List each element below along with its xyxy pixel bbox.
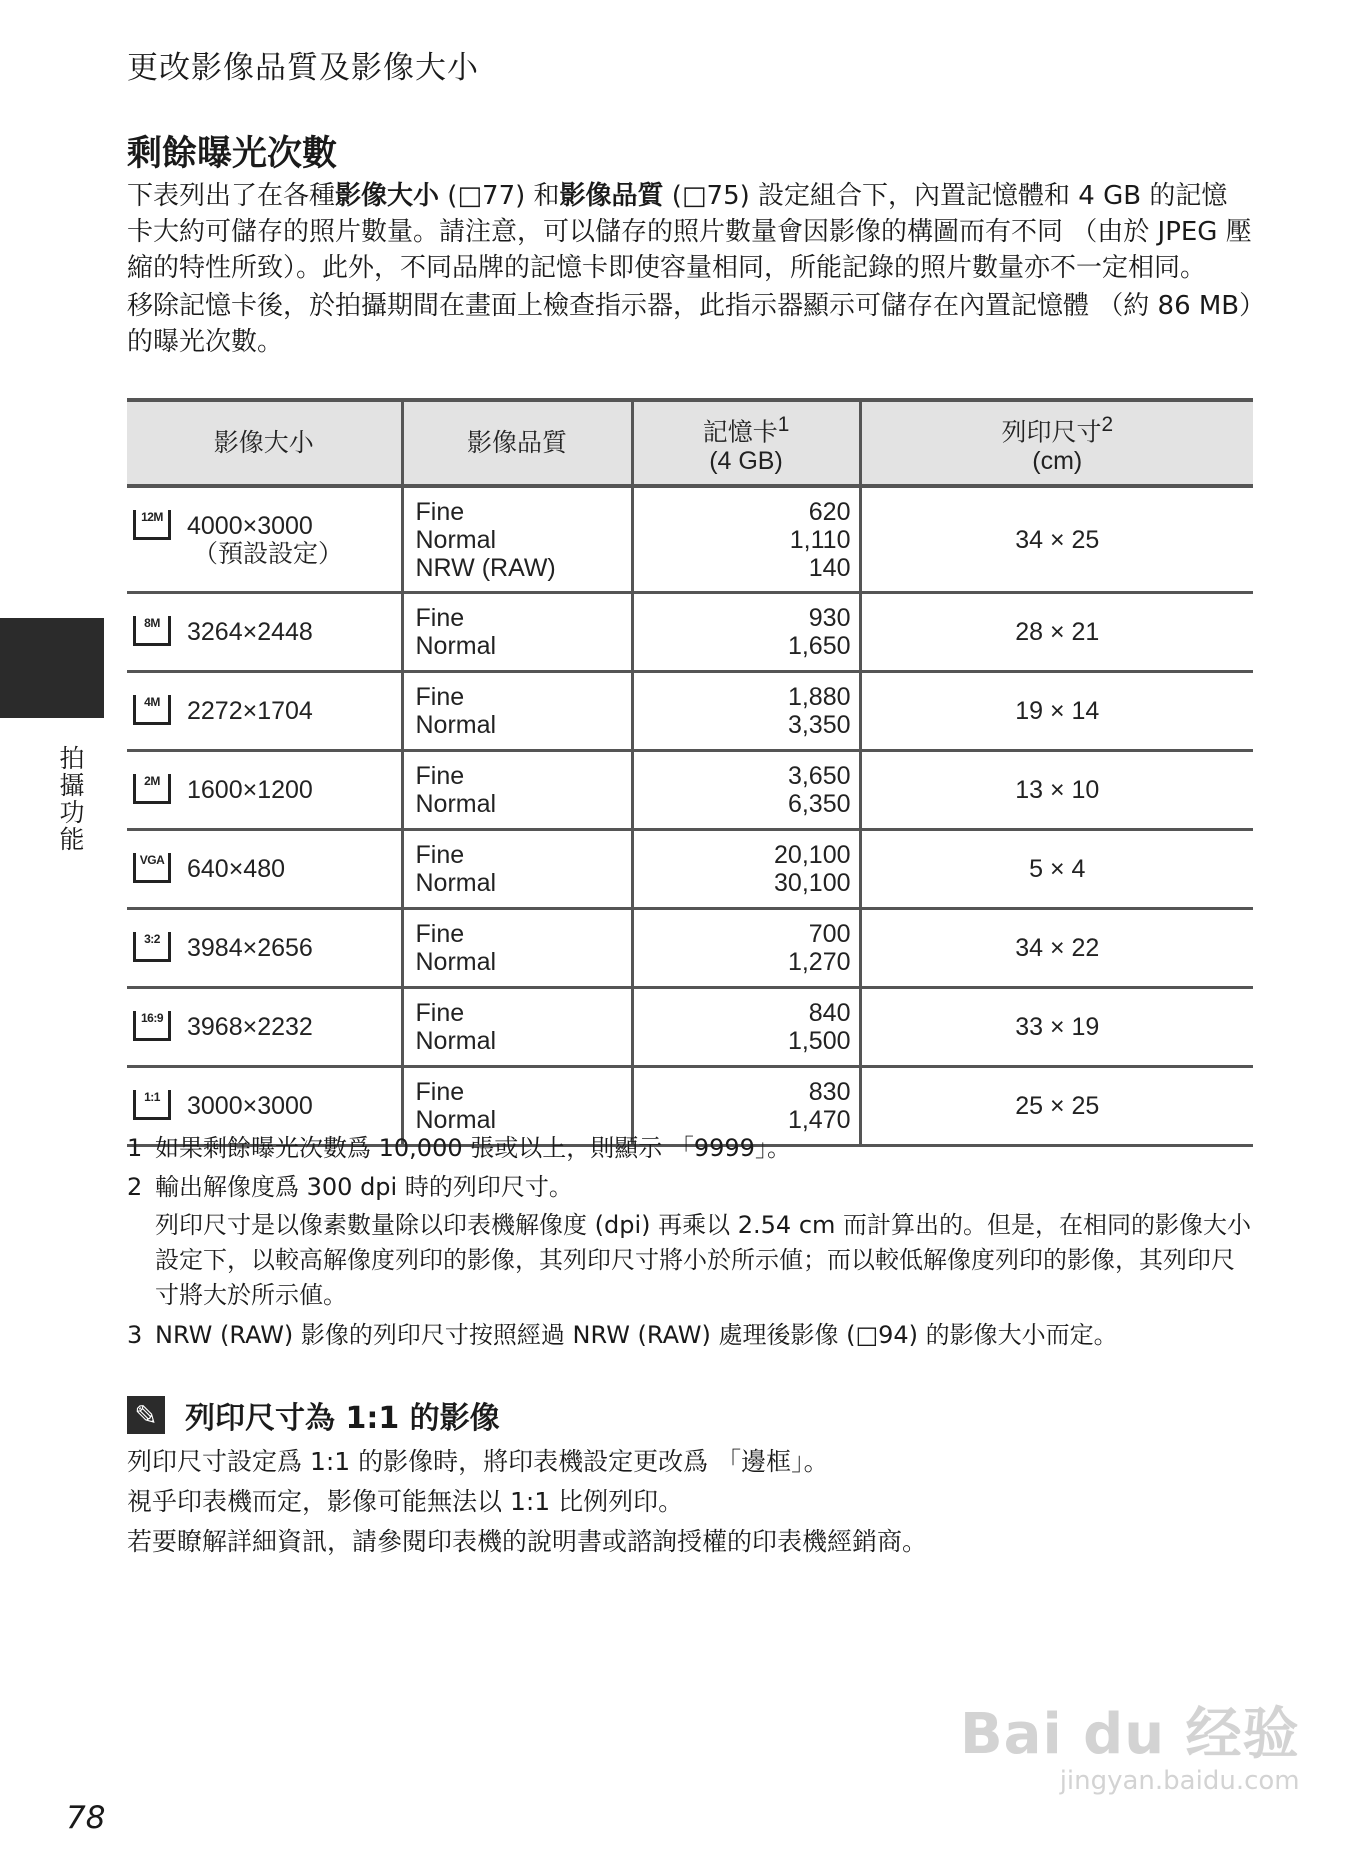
image-size-value: 3000×3000	[187, 1092, 313, 1120]
quality-value: Normal	[415, 948, 497, 976]
quality-value: Fine	[415, 999, 465, 1027]
footnote-number: 2	[127, 1173, 143, 1201]
exposures-table	[127, 398, 1253, 1147]
header-image-size: 影像大小	[127, 400, 402, 486]
quality-value: Normal	[415, 525, 497, 554]
running-header: 更改影像品質及影像大小	[127, 50, 479, 86]
book-reference-icon: □	[681, 181, 707, 211]
count-value: 3,650	[787, 762, 851, 790]
count-value: 30,100	[774, 869, 851, 897]
quality-value: Normal	[415, 711, 497, 739]
watermark-brand: Bai du 经验	[960, 1702, 1300, 1767]
intro-text-run: (	[439, 181, 458, 211]
quality-cell	[402, 751, 632, 830]
quality-cell	[402, 486, 632, 593]
image-mode-icon: 1:1	[133, 1090, 171, 1120]
image-size-value: 4000×3000	[187, 511, 313, 540]
size-cell	[127, 830, 402, 909]
print-size-cell: 34 × 22	[860, 909, 1253, 988]
image-size-value: 3968×2232	[187, 1013, 313, 1041]
print-size-cell: 34 × 25	[860, 486, 1253, 593]
print-size-cell: 33 × 19	[860, 988, 1253, 1067]
image-mode-icon: 3:2	[133, 932, 171, 962]
size-cell	[127, 988, 402, 1067]
image-size-value: 3264×2448	[187, 618, 313, 646]
footnote-number: 3	[127, 1321, 143, 1349]
table-row	[127, 909, 1253, 988]
image-mode-icon: 4M	[133, 695, 171, 725]
count-cell	[632, 751, 860, 830]
count-cell	[632, 593, 860, 672]
quality-value: Normal	[415, 790, 497, 818]
image-size-value: 1600×1200	[187, 776, 313, 804]
header-memory-card	[632, 400, 860, 486]
footnote-text: 輸出解像度爲 300 dpi 時的列印尺寸。	[155, 1173, 573, 1201]
page-number: 78	[66, 1800, 106, 1836]
intro-text-run: 75) 設定組合下，內置記憶體和 4 GB 的記憶卡大約可儲存的照片數量。請注意，可以儲存的照片數量會因影像的構圖而有不同 （由於 JPEG 壓縮的特性所致）。此外，不同品牌的記憶卡即使容量相同，所能記錄的照片數量亦不一定相同。	[127, 181, 1252, 283]
chapter-tab	[0, 618, 104, 718]
default-setting-note: （預設設定）	[193, 539, 344, 568]
count-value: 1,880	[787, 683, 851, 711]
image-mode-icon: 2M	[133, 774, 171, 804]
quality-value: Normal	[415, 632, 497, 660]
quality-value: NRW (RAW)	[415, 553, 556, 582]
quality-cell	[402, 909, 632, 988]
baidu-watermark	[960, 1690, 1300, 1796]
quality-value: Fine	[415, 920, 465, 948]
image-mode-icon: 12M	[133, 510, 171, 540]
count-value: 6,350	[787, 790, 851, 818]
quality-cell	[402, 593, 632, 672]
count-value: 700	[808, 920, 851, 948]
quality-value: Normal	[415, 1106, 497, 1134]
size-cell	[127, 486, 402, 593]
quality-cell	[402, 988, 632, 1067]
count-value: 930	[808, 604, 851, 632]
quality-value: Fine	[415, 497, 465, 526]
note-line: 列印尺寸設定爲 1:1 的影像時，將印表機設定更改爲 「邊框」。	[127, 1447, 829, 1476]
footnote-text	[155, 1319, 1118, 1352]
watermark-url: jingyan.baidu.com	[1059, 1766, 1300, 1796]
count-value: 830	[808, 1078, 851, 1106]
book-reference-icon: □	[457, 181, 483, 211]
header-print-size	[860, 400, 1253, 486]
header-print-unit: (cm)	[1032, 446, 1083, 475]
size-cell	[127, 751, 402, 830]
image-mode-icon: 8M	[133, 616, 171, 646]
count-cell	[632, 830, 860, 909]
print-size-cell: 25 × 25	[860, 1067, 1253, 1146]
count-value: 1,270	[787, 948, 851, 976]
quality-value: Normal	[415, 1027, 497, 1055]
footnote-text: 如果剩餘曝光次數爲 10,000 張或以上，則顯示 「9999」。	[155, 1134, 791, 1162]
footnote-text-run: 94) 的影像大小而定。	[878, 1321, 1118, 1349]
chapter-label: 拍攝功能	[56, 745, 85, 853]
header-card-capacity: (4 GB)	[709, 446, 783, 475]
count-value: 20,100	[774, 841, 851, 869]
quality-value: Fine	[415, 604, 465, 632]
table-row	[127, 751, 1253, 830]
image-size-value: 640×480	[187, 855, 286, 883]
size-cell	[127, 909, 402, 988]
image-quality-term: 影像品質	[559, 181, 664, 211]
table-row	[127, 830, 1253, 909]
count-cell	[632, 909, 860, 988]
size-cell	[127, 593, 402, 672]
count-cell	[632, 988, 860, 1067]
book-reference-icon: □	[855, 1321, 879, 1349]
image-mode-icon: 16:9	[133, 1011, 171, 1041]
print-size-cell: 19 × 14	[860, 672, 1253, 751]
note-heading	[127, 1393, 500, 1437]
footnote-ref: 2	[1101, 413, 1114, 437]
image-size-term: 影像大小	[335, 181, 440, 211]
print-size-cell: 13 × 10	[860, 751, 1253, 830]
footnote-text-run: NRW (RAW) 影像的列印尺寸按照經過 NRW (RAW) 處理後影像 (	[155, 1321, 856, 1349]
table-row	[127, 672, 1253, 751]
footnote	[127, 1319, 1253, 1352]
count-cell	[632, 672, 860, 751]
count-value: 140	[808, 553, 851, 582]
footnote	[127, 1132, 1253, 1165]
quality-cell	[402, 672, 632, 751]
footnote-detail: 列印尺寸是以像素數量除以印表機解像度 (dpi) 再乘以 2.54 cm 而計算出的。但是，在相同的影像大小設定下，以較高解像度列印的影像，其列印尺寸將小於所示値；而以較低解像度列印的影像，其列印尺寸將大於所示値。	[155, 1211, 1252, 1309]
intro-paragraph-1	[127, 178, 1253, 286]
intro-text-run: 下表列出了在各種	[127, 181, 336, 211]
count-value: 1,650	[787, 632, 851, 660]
note-line: 若要瞭解詳細資訊，請參閱印表機的說明書或諮詢授權的印表機經銷商。	[127, 1527, 928, 1556]
header-image-quality: 影像品質	[402, 400, 632, 486]
print-size-cell: 5 × 4	[860, 830, 1253, 909]
intro-text-run: 77) 和	[482, 181, 560, 211]
table-header-row	[127, 400, 1253, 486]
table-row	[127, 486, 1253, 593]
quality-value: Fine	[415, 683, 465, 711]
footnote	[127, 1171, 1253, 1313]
count-cell	[632, 486, 860, 593]
section-title: 剩餘曝光次數	[127, 134, 338, 174]
image-size-value: 3984×2656	[187, 934, 313, 962]
note-line: 視乎印表機而定，影像可能無法以 1:1 比例列印。	[127, 1487, 684, 1516]
quality-value: Normal	[415, 869, 497, 897]
quality-value: Fine	[415, 841, 465, 869]
header-card-label: 記憶卡	[702, 418, 778, 447]
quality-value: Fine	[415, 762, 465, 790]
count-value: 840	[808, 999, 851, 1027]
count-value: 3,350	[787, 711, 851, 739]
quality-cell	[402, 830, 632, 909]
intro-text-run: (	[663, 181, 682, 211]
footnote-number: 1	[127, 1134, 143, 1162]
count-value: 1,500	[787, 1027, 851, 1055]
image-size-value: 2272×1704	[187, 697, 313, 725]
note-title: 列印尺寸為 1:1 的影像	[185, 1401, 500, 1436]
pencil-note-icon: ✎	[127, 1396, 165, 1434]
quality-value: Fine	[415, 1078, 465, 1106]
count-value: 620	[808, 497, 851, 526]
image-mode-icon: VGA	[133, 853, 171, 883]
intro-paragraph-2: 移除記憶卡後，於拍攝期間在畫面上檢查指示器，此指示器顯示可儲存在內置記憶體 （約 86 MB）的曝光次數。	[127, 291, 1253, 357]
table-row	[127, 988, 1253, 1067]
count-value: 1,470	[787, 1106, 851, 1134]
header-print-label: 列印尺寸	[1001, 418, 1102, 447]
intro-text	[127, 178, 1253, 362]
footnote-ref: 1	[777, 413, 790, 437]
count-value: 1,110	[789, 525, 851, 554]
print-size-cell: 28 × 21	[860, 593, 1253, 672]
note-body	[127, 1442, 1253, 1562]
footnotes	[127, 1132, 1253, 1358]
size-cell	[127, 672, 402, 751]
table-row	[127, 593, 1253, 672]
